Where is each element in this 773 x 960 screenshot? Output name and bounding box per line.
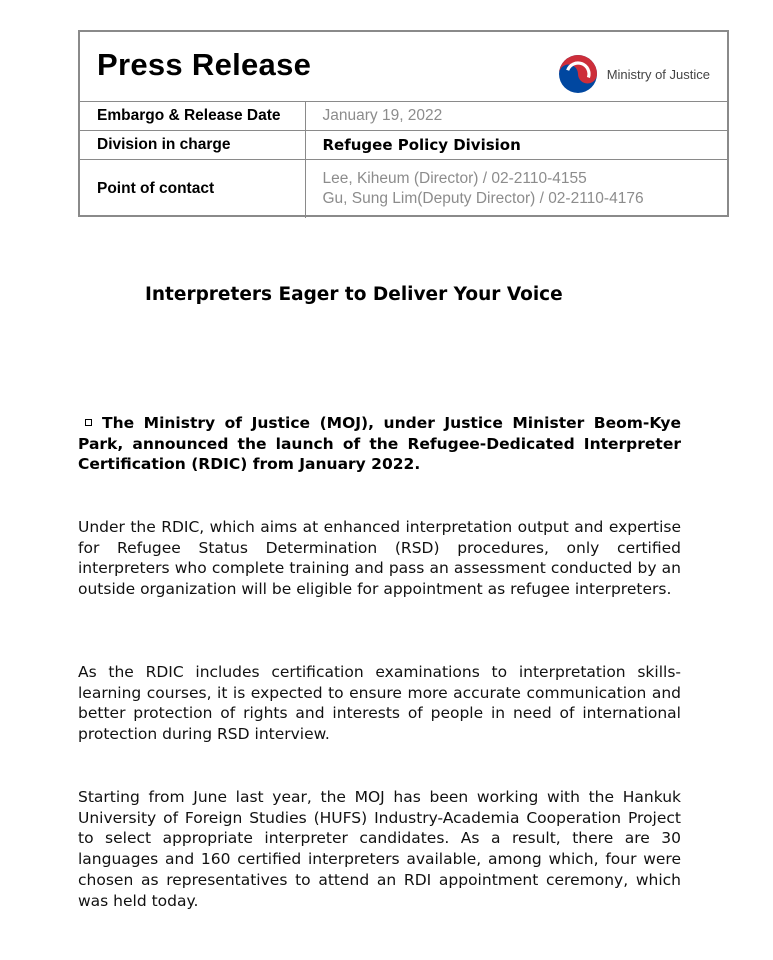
- release-info-table: [80, 102, 727, 218]
- press-release-header: [78, 30, 729, 217]
- logo-text: Ministry of Justice: [606, 66, 710, 82]
- lead-paragraph-text: The Ministry of Justice (MOJ), under Justice Minister Beom-Kye Park, announced the launch of the Refugee-Dedicated Interpreter Certification (RDIC) from January 2022.: [78, 414, 681, 474]
- ministry-logo: [558, 54, 710, 94]
- taegeuk-emblem-icon: [558, 54, 598, 94]
- body-paragraph: Under the RDIC, which aims at enhanced interpretation output and expertise for Refugee Status Determination (RSD) procedures, only certified interpreters who complete training and pass an assessment conducted by an outside organization will be eligible for appointment as refugee interpreters.: [78, 518, 681, 599]
- contact-value: [305, 160, 727, 219]
- release-date-value: January 19, 2022: [322, 107, 443, 124]
- table-row: [80, 131, 727, 160]
- title-row: [80, 32, 727, 102]
- embargo-label: Embargo & Release Date: [80, 102, 305, 131]
- contact-deputy-director: Gu, Sung Lim(Deputy Director) / 02-2110-4176: [322, 190, 644, 207]
- square-bullet-icon: [85, 419, 92, 426]
- contact-label: Point of contact: [80, 160, 305, 219]
- body-paragraph: As the RDIC includes certification examinations to interpretation skills-learning courses, it is expected to ensure more accurate communication and better protection of rights and interests of people in need of international protection during RSD interview.: [78, 663, 681, 744]
- division-label: Division in charge: [80, 131, 305, 160]
- contact-director: Lee, Kiheum (Director) / 02-2110-4155: [322, 170, 587, 187]
- division-value: Refugee Policy Division: [305, 131, 727, 160]
- table-row: [80, 102, 727, 131]
- body-paragraph: Starting from June last year, the MOJ has been working with the Hankuk University of Foreign Studies (HUFS) Industry-Academia Cooperation Project to select appropriate interpreter candidates. As a result, there are 30 languages and 160 certified interpreters available, among which, four were chosen as representatives to attend an RDI appointment ceremony, which was held today.: [78, 788, 681, 910]
- page-title: Press Release: [97, 47, 312, 82]
- headline: Interpreters Eager to Deliver Your Voice: [145, 284, 563, 305]
- table-row: [80, 160, 727, 219]
- lead-paragraph: [78, 413, 681, 475]
